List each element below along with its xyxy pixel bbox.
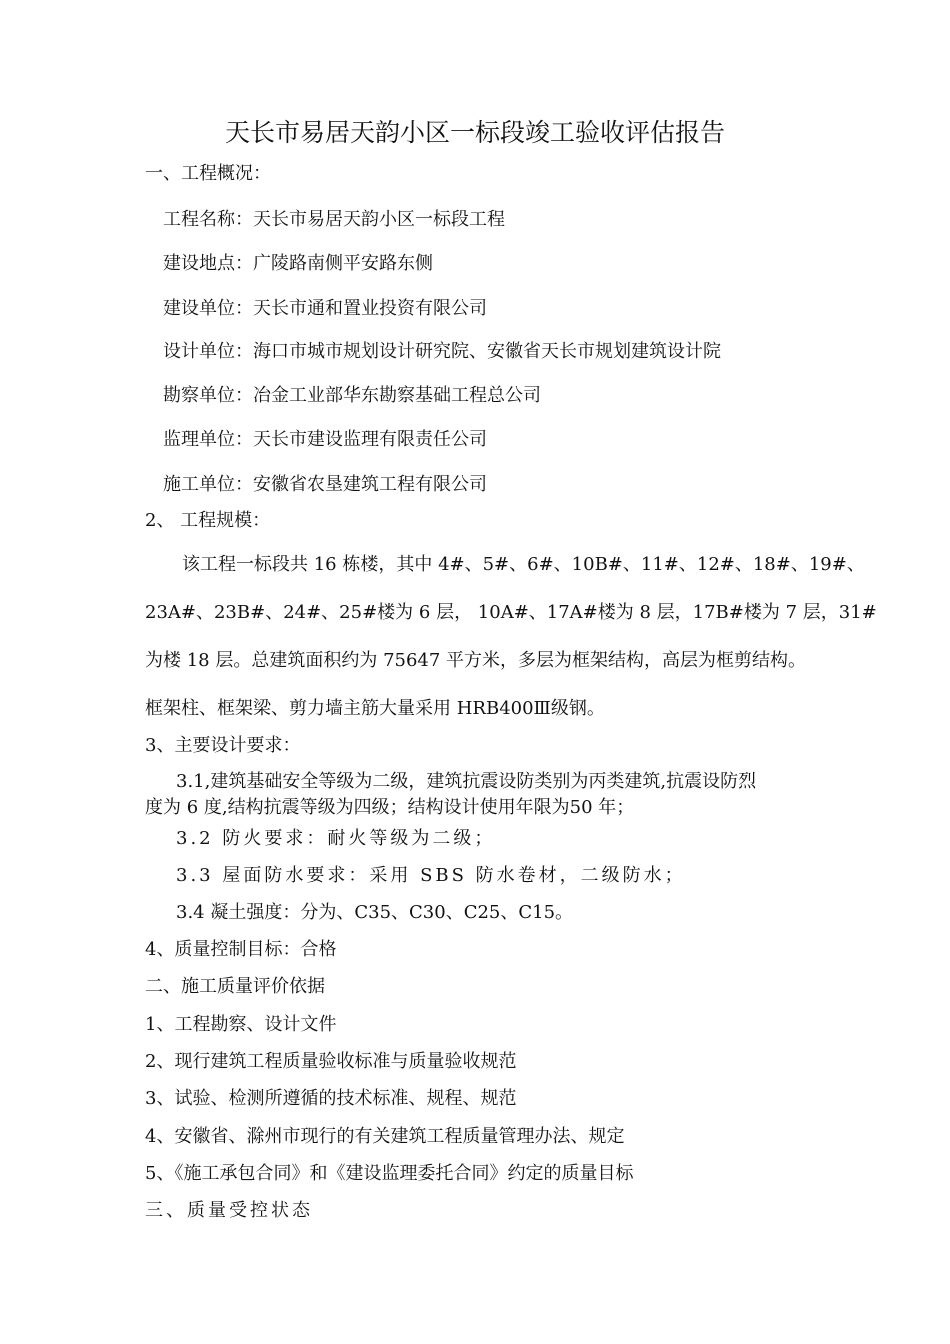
section3-heading: 三、质量受控状态 [145, 1200, 313, 1221]
builder-unit: 施工单位：安徽省农垦建筑工程有限公司 [163, 474, 487, 495]
design-line: 3.4 凝土强度：分为、C35、C30、C25、C15。 [176, 902, 574, 923]
page-title: 天长市易居天韵小区一标段竣工验收评估报告 [224, 118, 725, 147]
design-line: 3.3 屋面防水要求：采用 SBS 防水卷材，二级防水； [176, 865, 686, 886]
supervision-unit: 监理单位：天长市建设监理有限责任公司 [163, 429, 487, 450]
scale-line: 框架柱、框架梁、剪力墙主筋大量采用 HRB400Ⅲ级钢。 [145, 698, 605, 719]
section2-heading: 二、施工质量评价依据 [145, 976, 325, 997]
construction-site: 建设地点：广陵路南侧平安路东侧 [163, 253, 433, 274]
design-line: 3.2 防火要求：耐火等级为二级； [176, 828, 496, 849]
design-line: 度为 6 度,结构抗震等级为四级；结构设计使用年限为50 年； [145, 797, 635, 818]
design-heading: 3、主要设计要求： [145, 735, 301, 756]
scale-line: 该工程一标段共 16 栋楼，其中 4#、5#、6#、10B#、11#、12#、18#、19#、 [182, 554, 865, 575]
basis-item: 2、现行建筑工程质量验收标准与质量验收规范 [145, 1051, 517, 1072]
quality-target: 4、质量控制目标：合格 [145, 939, 337, 960]
project-name: 工程名称：天长市易居天韵小区一标段工程 [163, 209, 505, 230]
scale-heading: 2、 工程规模： [145, 510, 271, 531]
design-line: 3.1,建筑基础安全等级为二级，建筑抗震设防类别为丙类建筑,抗震设防烈 [176, 771, 757, 792]
scale-line: 为楼 18 层。总建筑面积约为 75647 平方米，多层为框架结构，高层为框剪结构。 [145, 650, 807, 671]
basis-item: 5、《施工承包合同》和《建设监理委托合同》约定的质量目标 [145, 1163, 634, 1184]
design-unit: 设计单位：海口市城市规划设计研究院、安徽省天长市规划建筑设计院 [163, 341, 721, 362]
scale-line: 23A#、23B#、24#、25#楼为 6 层， 10A#、17A#楼为 8 层，17B#楼为 7 层，31# [145, 602, 877, 623]
section1-heading: 一、工程概况： [145, 163, 271, 184]
construction-unit: 建设单位：天长市通和置业投资有限公司 [163, 298, 487, 319]
basis-item: 1、工程勘察、设计文件 [145, 1014, 337, 1035]
basis-item: 4、安徽省、滁州市现行的有关建筑工程质量管理办法、规定 [145, 1126, 625, 1147]
survey-unit: 勘察单位：冶金工业部华东勘察基础工程总公司 [163, 385, 541, 406]
basis-item: 3、试验、检测所遵循的技术标准、规程、规范 [145, 1088, 517, 1109]
